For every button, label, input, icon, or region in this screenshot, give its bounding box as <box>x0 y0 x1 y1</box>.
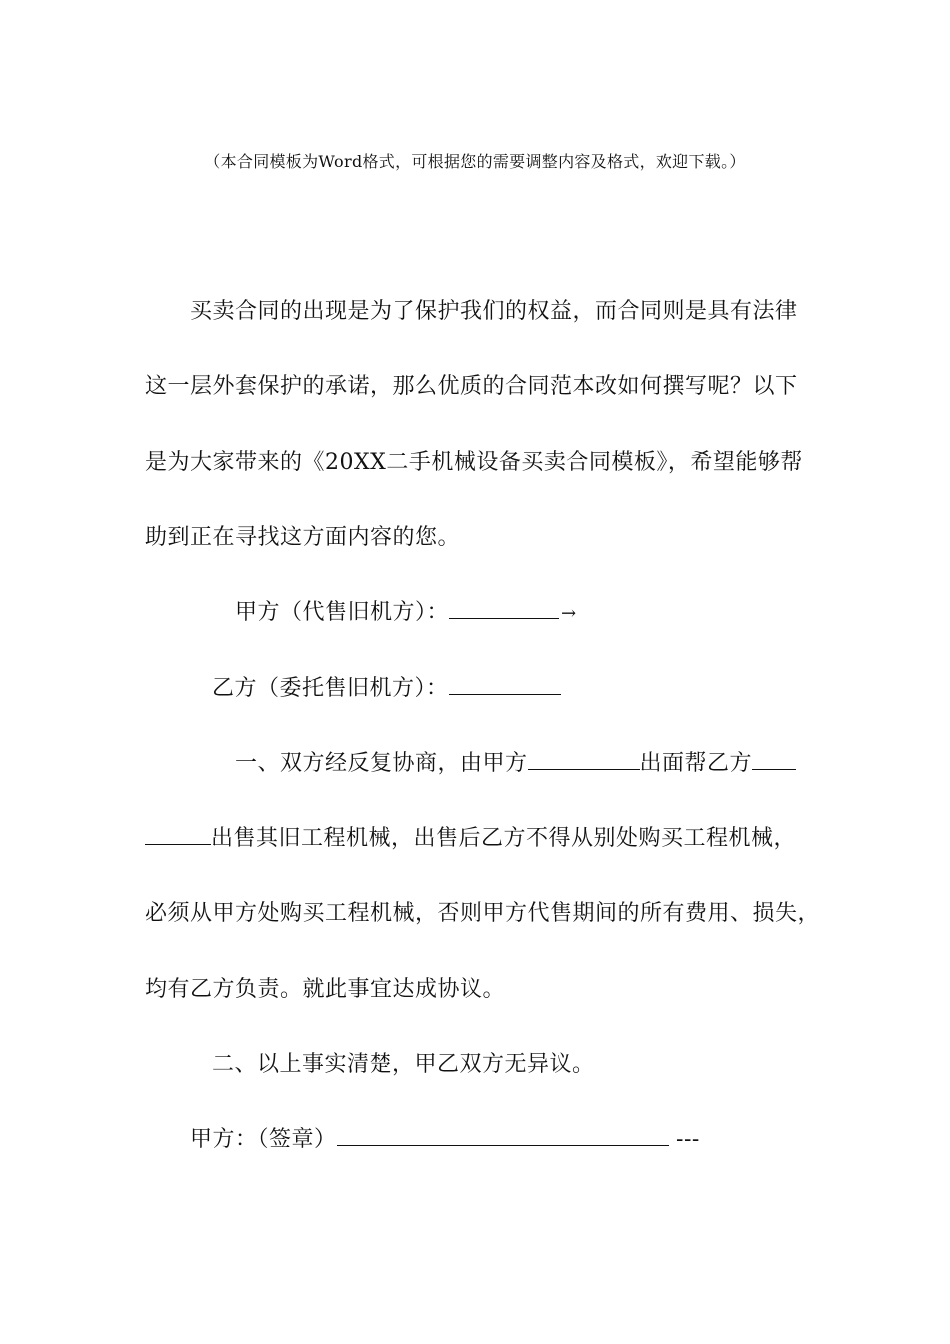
clause-1-text-a: 一、双方经反复协商，由甲方 <box>235 751 528 776</box>
signature-label: 甲方：（签章） <box>190 1127 337 1152</box>
signature-blank <box>337 1125 669 1146</box>
party-a-label: 甲方（代售旧机方）： <box>235 600 450 625</box>
party-b-blank <box>449 674 561 695</box>
intro-line-1: 买卖合同的出现是为了保护我们的权益，而合同则是具有法律 <box>190 299 798 324</box>
clause-1-text-c: 出售其旧工程机械，出售后乙方不得从别处购买工程机械， <box>211 826 797 851</box>
party-a-line <box>235 598 577 629</box>
party-a-blank <box>449 598 559 619</box>
arrow-mark: → <box>561 603 577 624</box>
clause-2: 二、以上事实清楚，甲乙双方无异议。 <box>212 1052 595 1077</box>
clause-1-blank-b <box>752 749 796 770</box>
clause-1-line-1 <box>235 749 796 779</box>
clause-1-blank-c <box>145 824 211 845</box>
clause-1-blank-a <box>528 749 640 770</box>
intro-line-3: 是为大家带来的《20XX二手机械设备买卖合同模板》，希望能够帮 <box>145 450 803 475</box>
signature-tail: --- <box>676 1127 700 1152</box>
clause-1-line-2 <box>145 824 796 854</box>
template-note: （本合同模板为Word格式，可根据您的需要调整内容及格式，欢迎下载。） <box>204 152 746 171</box>
party-b-line <box>212 674 561 704</box>
clause-1-line-4: 均有乙方负责。就此事宜达成协议。 <box>145 977 506 1002</box>
clause-1-line-3: 必须从甲方处购买工程机械，否则甲方代售期间的所有费用、损失， <box>145 901 821 926</box>
signature-line <box>190 1125 700 1155</box>
intro-line-2: 这一层外套保护的承诺，那么优质的合同范本改如何撰写呢？以下 <box>145 374 798 399</box>
clause-1-text-b: 出面帮乙方 <box>639 751 753 776</box>
intro-line-4: 助到正在寻找这方面内容的您。 <box>145 525 461 550</box>
party-b-label: 乙方（委托售旧机方）： <box>212 676 449 701</box>
